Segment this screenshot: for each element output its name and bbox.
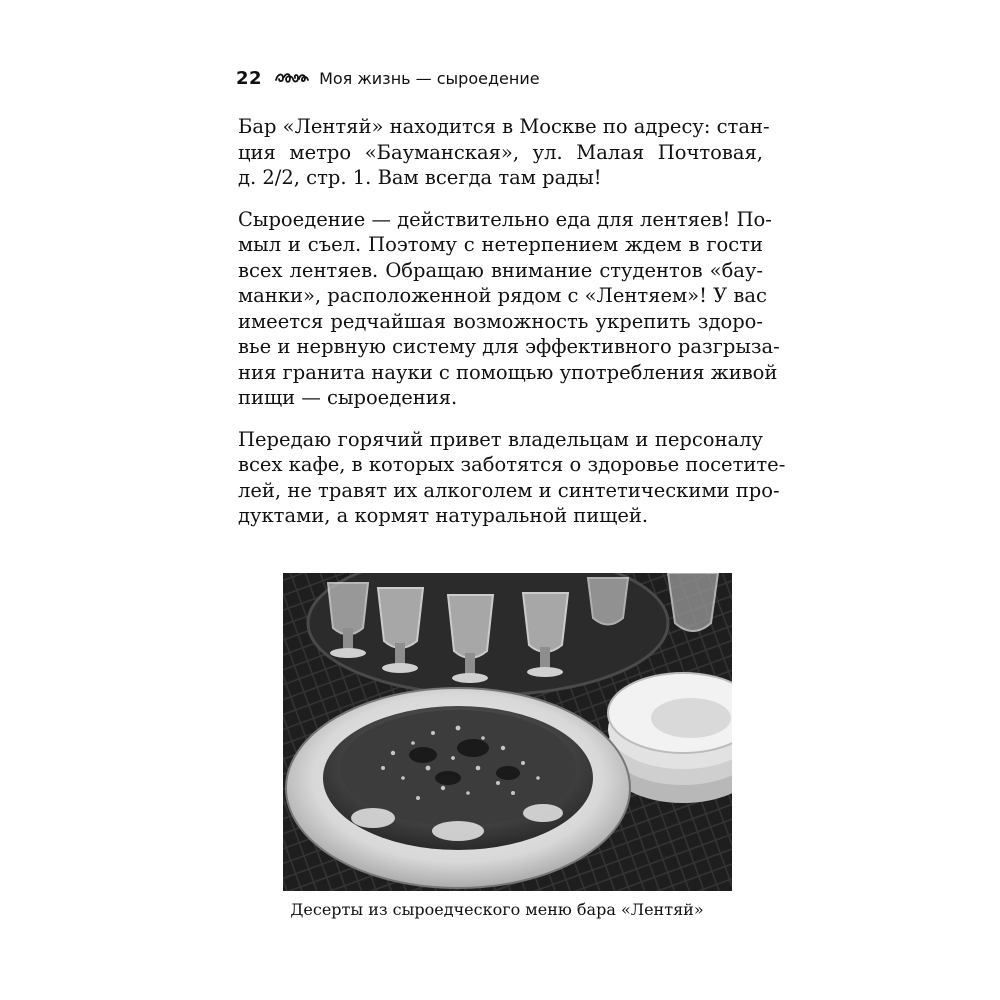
text-line: Передаю горячий привет владельцам и персоналу [238, 427, 763, 451]
running-title: Моя жизнь — сыроедение [319, 68, 540, 88]
main-text [238, 114, 786, 545]
running-header [236, 66, 540, 90]
text-line: имеется редчайшая возможность укрепить здоро- [238, 309, 763, 333]
figure-caption: Десерты из сыроедческого меню бара «Лентяй» [290, 900, 704, 919]
text-line: всех лентяев. Обращаю внимание студентов «бау- [238, 258, 763, 282]
text-line: Бар «Лентяй» находится в Москве по адресу: стан- [238, 115, 770, 138]
text-line: Сыроедение — действительно еда для лентяев! По- [238, 207, 772, 231]
text-line: всех кафе, в которых заботятся о здоровье посетите- [238, 453, 786, 476]
dessert-photo [283, 573, 732, 891]
paragraph-3 [238, 427, 786, 529]
text-line: вье и нервную систему для эффективного разгрыза- [238, 335, 780, 358]
ornament-icon [274, 71, 310, 85]
paragraph-2 [238, 207, 780, 411]
page-number: 22 [236, 67, 263, 89]
text-line: мыл и съел. Поэтому с нетерпением ждем в гости [238, 233, 763, 256]
text-line: пищи — сыроедения. [238, 386, 458, 409]
text-line: дуктами, а кормят натуральной пищей. [238, 504, 649, 527]
paragraph-1 [238, 114, 770, 191]
text-line: д. 2/2, стр. 1. Вам всегда там рады! [238, 166, 602, 189]
text-line: манки», расположенной рядом с «Лентяем»! У вас [238, 284, 767, 307]
text-line: ния гранита науки с помощью употребления живой [238, 360, 778, 384]
text-line: ция метро «Бауманская», ул. Малая Почтовая, [238, 140, 763, 164]
text-line: лей, не травят их алкоголем и синтетическими про- [238, 478, 780, 502]
